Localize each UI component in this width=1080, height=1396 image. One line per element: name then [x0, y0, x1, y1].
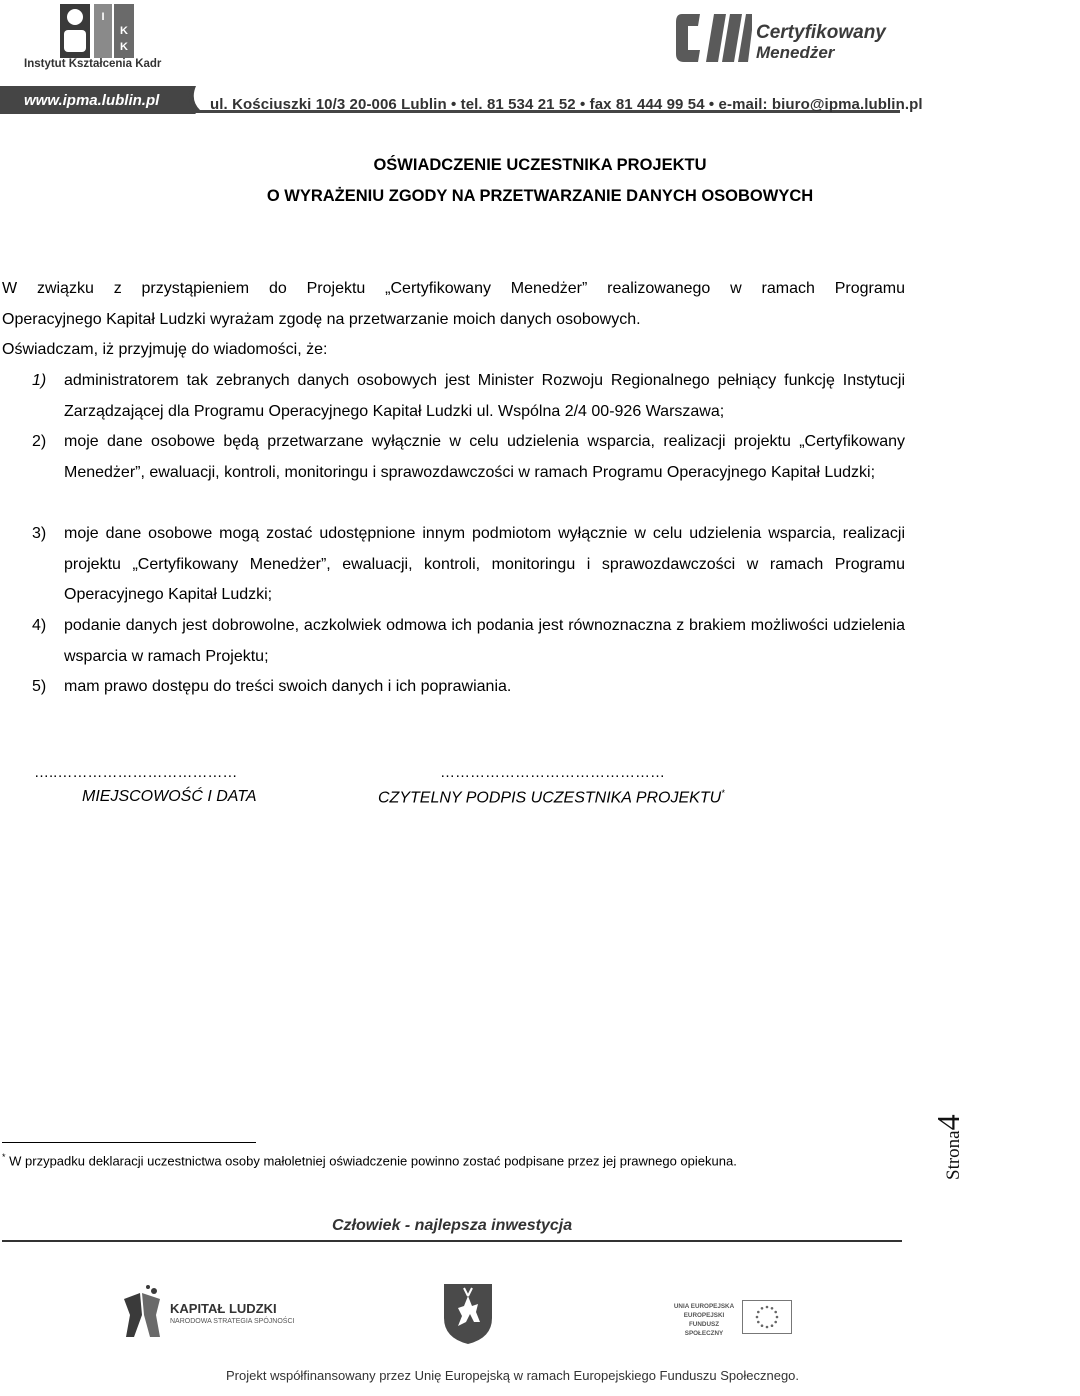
signature-label — [378, 788, 725, 807]
kapital-ludzki-title: KAPITAŁ LUDZKI — [170, 1301, 277, 1316]
document-title-line1: OŚWIADCZENIE UCZESTNIKA PROJEKTU — [373, 156, 707, 174]
svg-text:I: I — [101, 11, 105, 23]
website-link[interactable]: www.ipma.lublin.pl — [24, 92, 160, 109]
list-item-text: administratorem tak zebranych danych osobowych jest Minister Rozwoju Regionalnego pełniący funkcję Instytucji Zarządzającej dla Programu Operacyjnego Kapitał Ludzki ul. Wspólna 2/4 00-926 Warszawa; — [64, 372, 905, 420]
intro-line-2: Operacyjnego Kapitał Ludzki wyrażam zgodę na przetwarzanie moich danych osobowych. — [2, 311, 641, 328]
eu-line-3: FUNDUSZ SPOŁECZNY — [684, 1321, 724, 1337]
intro-line-1: W związku z przystąpieniem do Projektu „Certyfikowany Menedżer” realizowanego w ramach Programu — [2, 280, 905, 297]
eu-flag-icon — [742, 1300, 792, 1334]
cm-logo-line2: Menedżer — [756, 43, 835, 62]
cofinancing-note: Projekt współfinansowany przez Unię Europejską w ramach Europejskiego Funduszu Społecznego. — [226, 1368, 800, 1383]
page-number-word: Strona — [943, 1130, 964, 1180]
crest-icon — [442, 1282, 494, 1346]
list-item-text: mam prawo dostępu do treści swoich danych i ich poprawiania. — [64, 678, 512, 695]
page-number — [930, 1114, 967, 1180]
kapital-ludzki-subtitle: NARODOWA STRATEGIA SPÓJNOŚCI — [170, 1318, 295, 1325]
list-item — [0, 519, 960, 611]
footnote-divider — [2, 1142, 256, 1143]
certyfikowany-menedzer-logo — [676, 10, 896, 70]
footnote-text: W przypadku deklaracji uczestnictwa osoby małoletniej oświadczenie powinno zostać podpisane przez jej prawnego opiekuna. — [5, 1153, 737, 1169]
list-item-text: podanie danych jest dobrowolne, aczkolwiek odmowa ich podania jest równoznaczna z brakiem możliwości udzielenia wsparcia w ramach Projektu; — [64, 617, 905, 665]
list-item-number: 5) — [32, 678, 47, 695]
ikk-logo-label: Instytut Kształcenia Kadr — [24, 58, 162, 70]
footnote-marker: * — [2, 1152, 6, 1162]
declaration-line: Oświadczam, iż przyjmuję do wiadomości, że: — [2, 341, 328, 358]
signature-label-text: CZYTELNY PODPIS UCZESTNIKA PROJEKTU — [378, 789, 722, 807]
page-number-value: 4 — [930, 1114, 966, 1131]
eu-line-2: EUROPEJSKI — [683, 1312, 725, 1319]
contact-info: ul. Kościuszki 10/3 20-006 Lublin • tel. 81 534 21 52 • fax 81 444 99 54 • e-mail: biuro@ipma.lublin.pl — [210, 96, 923, 113]
footer-divider — [2, 1240, 902, 1242]
footer-slogan: Człowiek - najlepsza inwestycja — [332, 1217, 573, 1234]
signature-dots: ……………………………………… — [440, 764, 665, 781]
list-item — [0, 611, 960, 673]
list-item-number: 4) — [32, 617, 47, 634]
kapital-ludzki-logo — [120, 1285, 300, 1345]
svg-text:K: K — [120, 25, 128, 37]
list-item-text: moje dane osobowe mogą zostać udostępnione innym podmiotom wyłącznie w celu udzielenia wsparcia, realizacji projektu „Certyfikowany Menedżer”, ewaluacji, kontroli, monitoringu i sprawozdawczości w ramach Programu Operacyjnego Kapitał Ludzki; — [64, 525, 905, 604]
eu-line-1: UNIA EUROPEJSKA — [673, 1303, 735, 1310]
list-item-text: moje dane osobowe będą przetwarzane wyłącznie w celu udzielenia wsparcia, realizacji projektu „Certyfikowany Menedżer”, ewaluacji, kontroli, monitoringu i sprawozdawczości w ramach Programu Operacyjnego Kapitał Ludzki; — [64, 433, 905, 481]
svg-text:K: K — [120, 41, 128, 53]
place-date-label: MIEJSCOWOŚĆ I DATA — [82, 788, 257, 805]
list-item — [0, 672, 960, 703]
contact-bar — [0, 86, 960, 120]
list-item-number: 1) — [32, 372, 47, 389]
list-item-number: 3) — [32, 525, 47, 542]
ikk-logo — [24, 4, 162, 76]
list-item — [0, 366, 960, 428]
place-date-dots: …..……………………………… — [34, 764, 238, 781]
list-item-number: 2) — [32, 433, 47, 450]
eu-efs-logo — [670, 1300, 800, 1340]
document-title-line2: O WYRAŻENIU ZGODY NA PRZETWARZANIE DANYCH OSOBOWYCH — [266, 187, 814, 205]
signature-footnote-marker: * — [721, 788, 725, 798]
cm-logo-icon — [676, 10, 752, 66]
cm-logo-line1: Certyfikowany — [756, 22, 886, 43]
footnote — [2, 1152, 737, 1168]
kapital-ludzki-icon — [120, 1285, 166, 1341]
list-item — [0, 427, 960, 519]
lubelskie-crest — [442, 1282, 494, 1346]
eu-efs-text — [670, 1302, 738, 1338]
ikk-logo-icon — [60, 4, 136, 58]
